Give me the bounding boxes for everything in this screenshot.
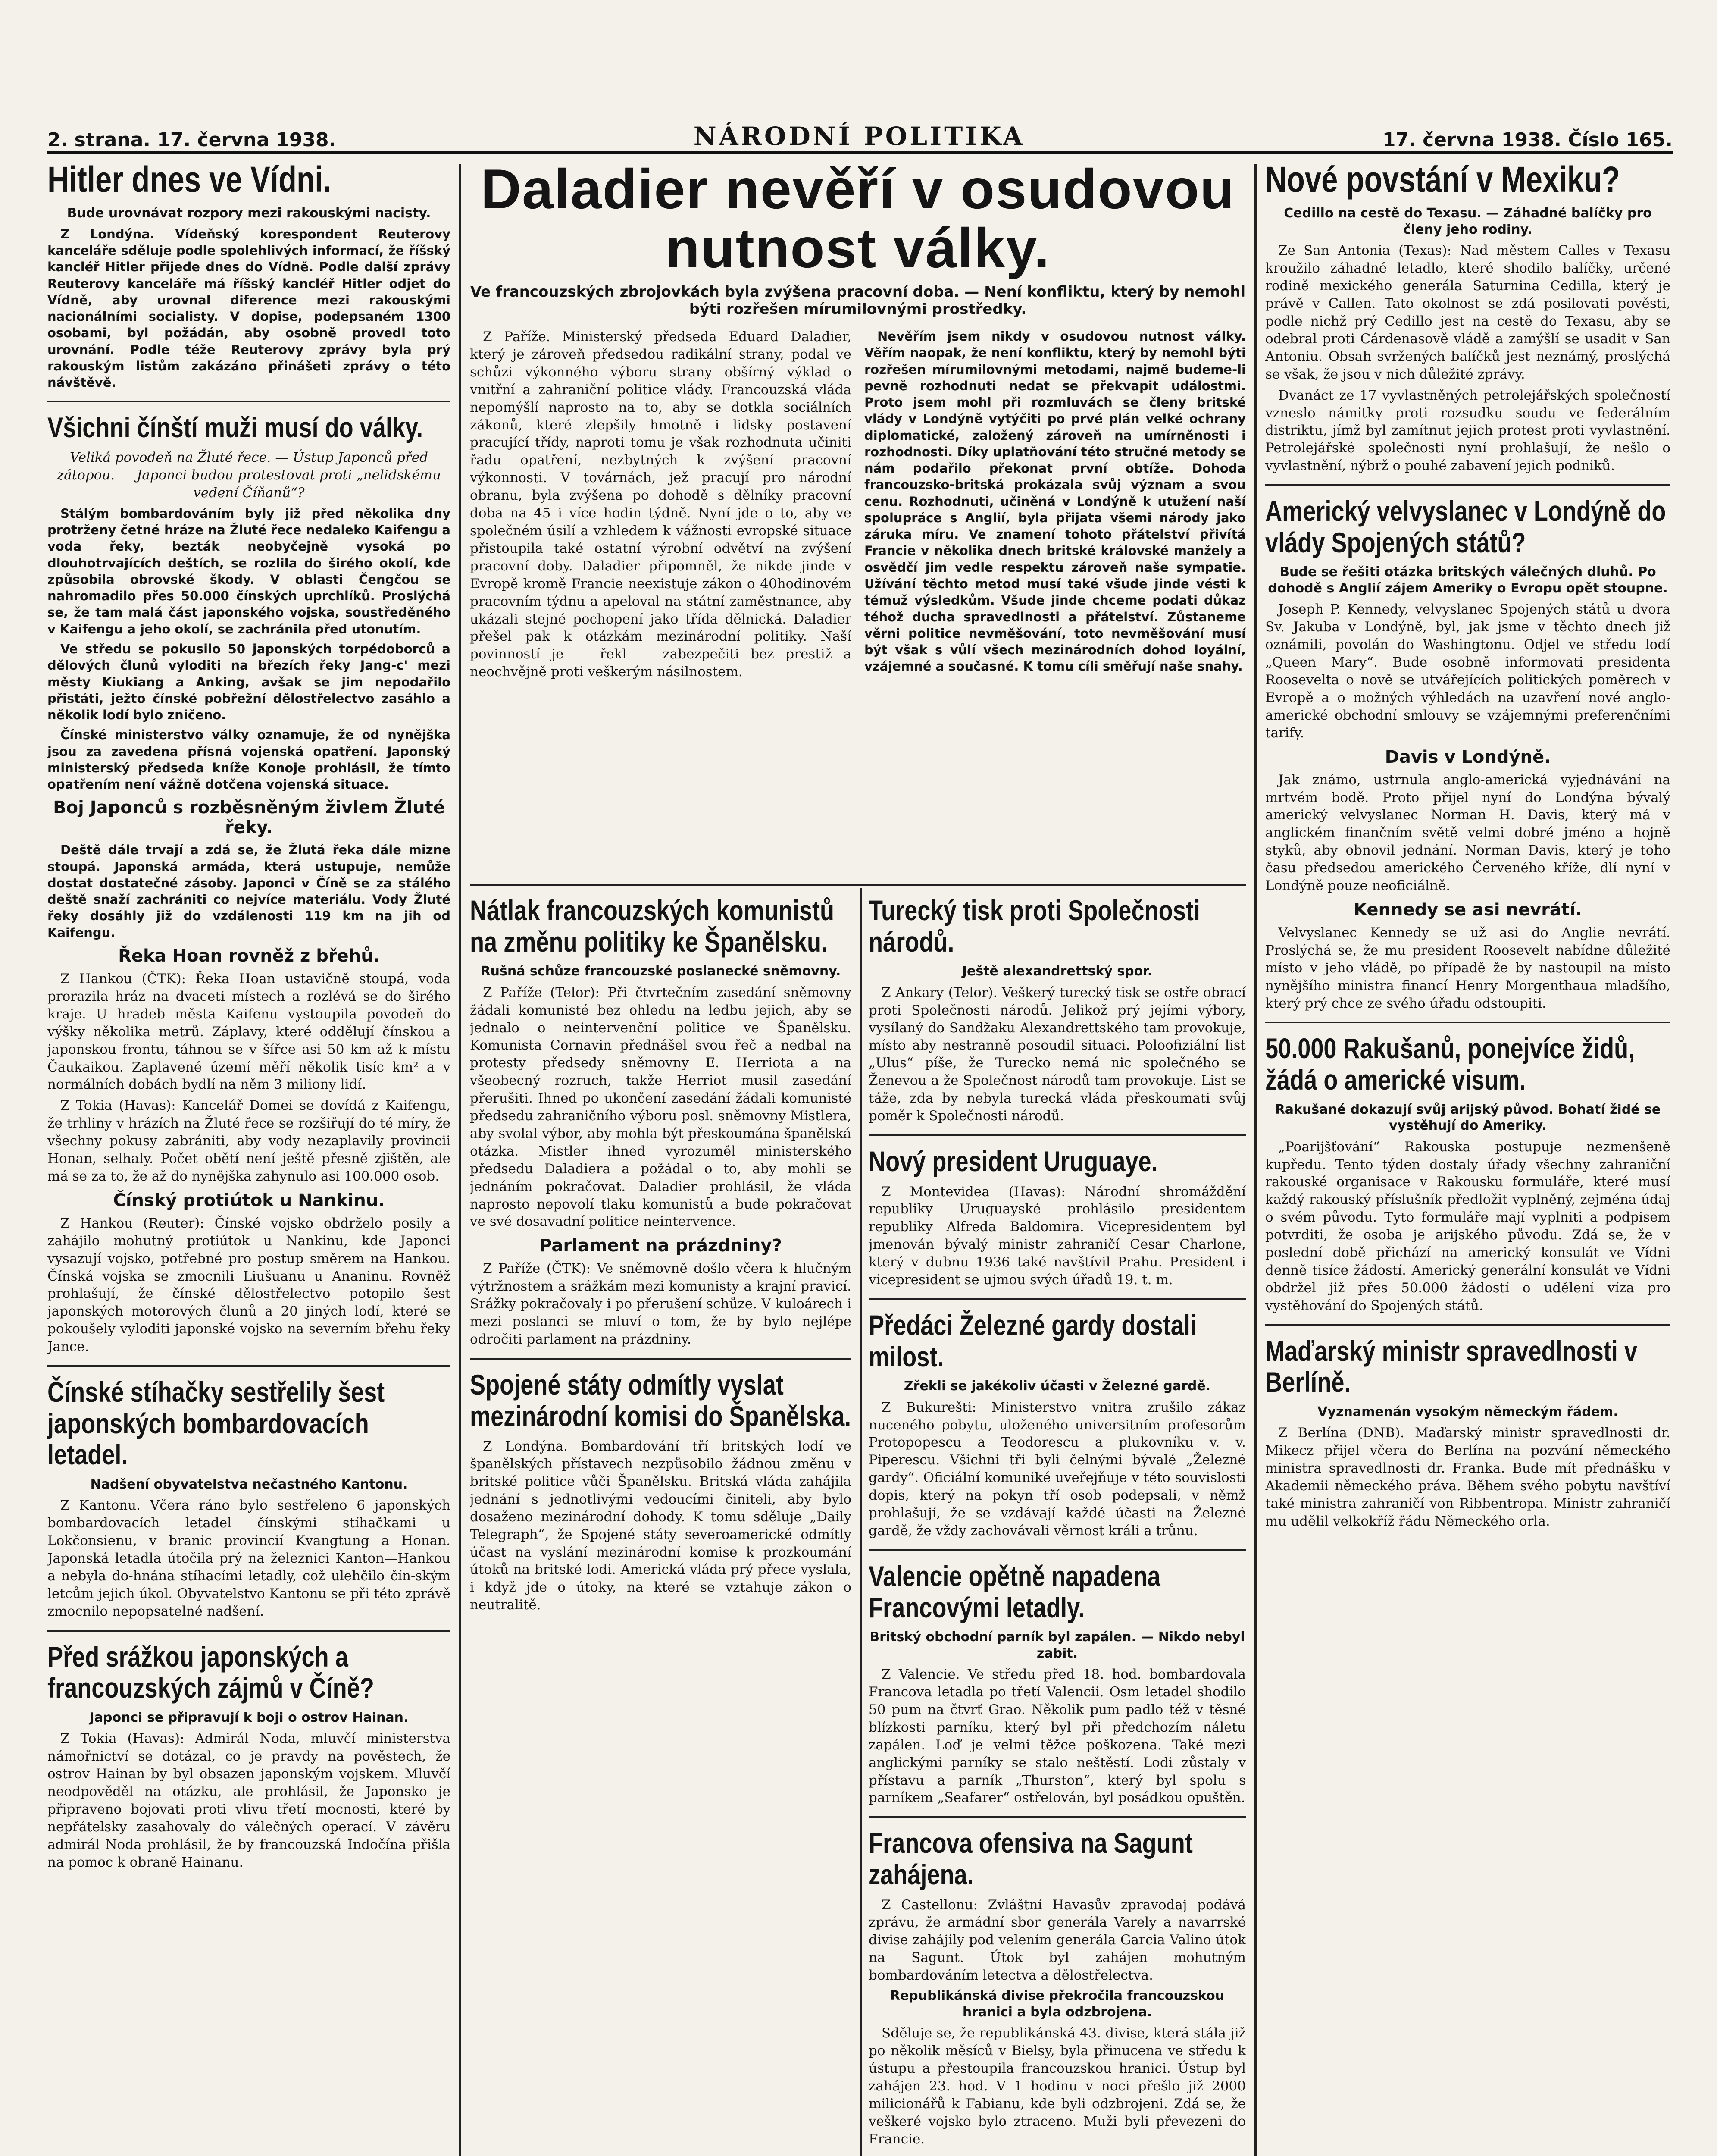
divider — [470, 1358, 851, 1360]
divider — [47, 1365, 450, 1367]
article-body: Z Ankary (Telor). Veškerý turecký tisk se ostře obrací proti Společnosti národů. Jelikož prý jejími výbory, vysílaný do Sandžaku Alexandrettského tam provokuje, místo aby nestranně posoudil situaci. Poloofiziální list „Ulus“ píše, že Turecko nemá nic společného se Ženevou a že Společnost národů tam provokuje. List se táže, zda by nebyla turecká vláda přeskoumati svůj poměr k Společnosti národů. — [869, 984, 1246, 1124]
article-body: Velvyslanec Kennedy se už asi do Anglie nevrátí. Proslýchá se, že mu president Roosevelt nabídne důležité místo v jeho vládě, po případě že by nastoupil na místo nynějšího ministra financí Henry Morgenthaua mladšího, který prý chce ze svého úřadu odstoupiti. — [1265, 924, 1670, 1011]
masthead-title: NÁRODNÍ POLITIKA — [693, 122, 1025, 151]
divider — [869, 1298, 1246, 1300]
article-body: Z Bukurešti: Ministerstvo vnitra zrušilo zákaz nuceného pobytu, uloženého universitním profesorům Protopopescu a Teodorescu a plukovníku v. v. Piperescu. Všichni tři byli čelnými bývalé „Železné gardy“. Oficiální komuniké uveřejňuje v této souvislosti dopis, který na pokyn tří osob podepsali, v němž prohlašují, že se vzdávají každé účasti na Železné gardě, že vždy zachovávali věrnost králi a trůnu. — [869, 1399, 1246, 1539]
article-subheadline: Bude urovnávat rozpory mezi rakouskými nacisty. — [67, 206, 431, 221]
article-body: Z Londýna. Vídeňský korespondent Reuterovy kanceláře sděluje podle spolehlivých informací, že říšský kancléř Hitler přijede dnes do Vídně. Podle další zprávy Reuterovy kanceláře má říšský kancléř Hitler odjet do Vídně, aby urovnal diference mezi rakouskými nacionálními socialisty. V dopise, podepsaném 1300 osobami, byl požádán, aby osobně provedl toto urovnání. Podle téže Reuterovy zprávy byla prý rakouským listům zakázáno přinášeti zprávy o této návštěvě. — [47, 226, 450, 390]
article-headline: Americký velvyslanec v Londýně do vlády Spojených států? — [1265, 495, 1666, 558]
section-subhead: Davis v Londýně. — [1385, 747, 1551, 767]
article-body: Z Tokia (Havas): Kancelář Domei se dovídá z Kaifengu, že trhliny v hrázích na Žluté řece se rozšiřují do té míry, že všechny pokusy zabrániti, aby vody nezaplavily provincii Honan, selhaly. Počet obětí není ještě přesně zjištěn, ale má se za to, že až do nynějška zahynulo asi 100.000 osob. — [47, 1098, 450, 1184]
article-headline: 50.000 Rakušanů, ponejvíce židů, žádá o americké visum. — [1265, 1032, 1635, 1096]
divider — [1265, 484, 1670, 486]
article-body: Z Tokia (Havas): Admirál Noda, mluvčí ministerstva námořnictví se dotázal, co je pravdy na pověstech, že ostrov Hainan by byl obsazen japonským vojskem. Mluvčí neodpověděl na otázku, ale prohlásil, že Japonsko je připraveno bojovati proti vlivu třetí mocnosti, které by nepřátelsky zasahovaly do válečných operací. V závěru admirál Noda prohlásil, že by francouzská Indočína přišla na pomoc k obraně Hainanu. — [47, 1731, 450, 1870]
article-body: Jak známo, ustrnula anglo-americká vyjednávání na mrtvém bodě. Proto přijel nyní do Londýna bývalý americký velvyslanec Norman H. Davis, který má v anglickém finančním světě velmi dobré jméno a hojně styků, aby obnovil jednání. Norman Davis, který je toho času předsedou amerického Červeného kříže, dlí nyní v Londýně pouze neoficiálně. — [1265, 772, 1670, 894]
article-headline: Spojené státy odmítly vyslat mezinárodní komisi do Španělska. — [470, 1368, 851, 1432]
section-subhead: Čínský protiútok u Nankinu. — [113, 1190, 385, 1210]
article-headline: Předáci Železné gardy dostali milost. — [869, 1309, 1197, 1373]
article-body: Joseph P. Kennedy, velvyslanec Spojených států u dvora Sv. Jakuba v Londýně, byl, jak jsme v těchto dnech již oznámili, povolán do Washingtonu. Odjel ve středu lodí „Queen Mary“. Bude osobně informovati presidenta Roosevelta o nově se utvářejících politických poměrech v Evropě a o možných výhledách na uzavření nové anglo-americké obchodní smlouvy se vzájemnými preferenčními tarify. — [1265, 602, 1670, 741]
article-subheadline: Bude se řešiti otázka britských válečných dluhů. Po dohodě s Anglií zájem Ameriky o Evropu opět stoupne. — [1268, 564, 1668, 596]
article-body: Z Paříže (Telor): Při čtvrtečním zasedání sněmovny žádali komunisté bez ohledu na ledbu jejich, aby se jednalo o neintervenční politice ve Španělsku. Komunista Cornavin přednášel svou řeč a nedbal na protesty předsedy sněmovny E. Herriota a na všeobecný rozruch, takže Herriot musil zasedání přerušiti. Ihned po ukončení zasedání žádali komunisté předsedu zahraničního výboru posl. sněmovny Mistlera, aby svolal výbor, aby mohla být přeskoumána španělská otázka. Mistler ihned vyrozuměl ministerského předsedu Daladiera a požádal o to, aby mohli se jednáním pokračovat. Daladier prohlásil, že vláda naprosto nepovolí tlaku komunistů a bude pokračovat ve své dosavadní politice neintervence. — [470, 984, 851, 1230]
article-subheadline: Veliká povodeň na Žluté řece. — Ústup Japonců před zátopou. — Japonci budou protestovat proti „nelidskému vedení Číňanů“? — [56, 450, 441, 501]
divider — [1265, 1022, 1670, 1023]
article-body: Z Hankou (Reuter): Čínské vojsko obdrželo posily a zahájilo mohutný protiútok u Nankinu, kde Japonci vysazují vojsko, potřebné pro postup směrem na Hankou. Čínská vojska se zmocnili Liušuanu u Ananinu. Rovněž prohlašují, že čínské dělostřelectvo potopilo šest japonských motorových člunů a 20 jiných lodí, které se pokoušely vyloditi japonské vojsko na severním břehu řeky Jance. — [47, 1215, 450, 1355]
article-body: Z Kantonu. Včera ráno bylo sestřeleno 6 japonských bombardovacích letadel čínskými stíhačkami u Lokčonsienu, v branic provincií Kvangtung a Honan. Japonská letadla útočila prý na železnici Kanton—Hankou a nebyla do-hnána stíhacími letadly, což ulehčilo čín-ským letcům jejich úkol. Obyvatelstvo Kantonu se při této zprávě zmocnilo nepopsatelné nadšení. — [47, 1498, 450, 1619]
divider — [470, 884, 1246, 886]
divider — [869, 1549, 1246, 1551]
article-body: „Poarijšťování“ Rakouska postupuje nezmenšeně kupředu. Tento týden dostaly úřady všechny zahraniční rakouské organisace v Rakousku formuláře, které musí každý rakouský příslušník předložit vyplněný, zejména údaj o svém původu. Tyto formuláře mají vyplniti a podpisem potvrditi, že osoba je arijského původu. Zdá se, že v poslední době přichází na americký konsulát ve Vídni denně tisíce žádostí. Americký generální konsulát ve Vídni obdržel již přes 50.000 žádostí o udělení víza pro vystěhování do Spojených států. — [1265, 1139, 1670, 1313]
article-headline: Maďarský ministr spravedlnosti v Berlíně. — [1265, 1335, 1638, 1398]
masthead-date-right: 17. června 1938. Číslo 165. — [1382, 129, 1673, 151]
divider — [869, 1816, 1246, 1818]
column-1 — [47, 160, 450, 2156]
article-body: Deště dále trvají a zdá se, že Žlutá řeka dále mizne stoupá. Japonská armáda, která ustupuje, nemůže dostat dostatečné zásoby. Japonci v Číně se za stálého deště snaží zachrániti co nejvíce materiálu. Vody Žluté řeky dosáhly již do vzdálenosti 119 km na jih od Kaifengu. — [47, 843, 450, 940]
article-subheadline: Cedillo na cestě do Texasu. — Záhadné balíčky pro členy jeho rodiny. — [1284, 206, 1652, 237]
article-body: Z Paříže. Ministerský předseda Eduard Daladier, který je zároveň předsedou radikální strany, podal ve schůzi výkonného výboru strany obšírný výklad o vnitřní a zahraniční politice vlády. Francouzská vláda nepomýšlí naprosto na to, aby se dotkla sociálních zákonů, které zlepšily hmotně i lidsky postavení pracující třídy, naproti tomu je však rozhodnuta učiniti řadu opatření, nezbytných k zvýšení pracovní výkonnosti. V továrnách, jež pracují pro národní obranu, byla zvýšena po dohodě s dělníky pracovní doba na 45 i více hodin týdně. Nyní jde o to, aby ve společném úsilí a vzhledem k vážnosti evropské situace přistoupila také ostatní výrobní odvětví na zvýšení pracovní doby. Daladier připomněl, že nikde jinde v Evropě kromě Francie neexistuje zákon o 40hodinovém pracovním týdnu a apeloval na státní zaměstnance, aby ukázali stejné pochopení jako třída dělnická. Daladier přešel pak k otázkám mezinárodní politiky. Naší povinností je — řekl — zabezpečiti bez prestiž a neochvějně proti veškerým násilnostem. — [470, 329, 851, 680]
article-body: Čínské ministerstvo války oznamuje, že od nynějška jsou za zavedena přísná vojenská opatření. Japonský ministerský předseda kníže Konoje prohlásil, že tímto opatřením není vážně dotčena vojenská situace. — [47, 727, 450, 792]
article-headline: Čínské stíhačky sestřelily šest japonských bombardovacích letadel. — [47, 1376, 385, 1471]
article-subheadline: Japonci se připravují k boji o ostrov Hainan. — [89, 1710, 409, 1725]
article-body: Ze San Antonia (Texas): Nad městem Calles v Texasu kroužilo záhadné letadlo, které shodilo balíčky, určené rodině mexického generála Saturnina Cedilla, který je právě v Callen. Tato okolnost se zdá posilovati pověsti, podle nichž prý Cedillo jest na cestě do Texasu, aby se odebral proti Cárdenasově vládě a zamýšlí se usadit v San Antoniu. Obsah svržených balíčků jest neznámý, proslýchá se však, že jsou v nich důležité zprávy. — [1265, 243, 1670, 382]
article-subheadline: Zřekli se jakékoliv účasti v Železné gardě. — [904, 1379, 1211, 1394]
article-headline: Francova ofensiva na Sagunt zahájena. — [869, 1827, 1193, 1890]
article-body: Z Hankou (ČTK): Řeka Hoan ustavičně stoupá, voda prorazila hráz na dvaceti místech a rozlévá se do širého kraje. U hradeb města Kaifenu vystoupila povodeň do výšky několika metrů. Záplavy, které oddělují čínskou a japonskou frontu, táhnou se v šířce asi 50 km až k místu Čaukaikou. Zaplavené území měří několik tisíc km² a v normálních dobách bydlí na něm 3 miliony lidí. — [47, 971, 450, 1093]
column-rule — [1254, 164, 1257, 2156]
article-body: Z Londýna. Bombardování tří britských lodí ve španělských přístavech nezpůsobilo žádnou změnu v britské politice vůči Španělsku. Britská vláda zahájila jednání s jednotlivými vedoucími činiteli, aby bylo dosaženo mezinárodní dohody. K tomu sděluje „Daily Telegraph“, že Spojené státy severoamerické odmítly účast na vyslání mezinárodní komise k prozkoumání útoků na britské lodi. Americká vláda prý přece vyslala, i když jde o útoky, na které se vztahuje zákon o neutralitě. — [470, 1438, 851, 1613]
divider — [47, 401, 450, 402]
article-headline: Hitler dnes ve Vídni. — [47, 160, 332, 200]
article-headline: Nový president Uruguaye. — [869, 1145, 1158, 1177]
article-subheadline: Vyznamenán vysokým německým řádem. — [1317, 1404, 1618, 1420]
article-headline: Všichni čínští muži musí do války. — [47, 411, 423, 443]
column-4 — [1265, 160, 1670, 2156]
article-subheadline: Britský obchodní parník byl zapálen. — Nikdo nebyl zabit. — [869, 1630, 1245, 1661]
divider — [47, 1630, 450, 1632]
article-body: Stálým bombardováním byly již před několika dny protrženy četné hráze na Žluté řece nedaleko Kaifengu a voda řeky, bezták neobyčejně vysoká po dlouhotrvajících deštích, se rozlila do širého okolí, kde způsobila obrovské škody. V oblasti Čengčou se nahromadilo přes 50.000 čínských uprchlíků. Proslýchá se, že tam malá část japonského vojska, soustředěného v Kaifengu a jeho okolí, se zachránila před utonutím. — [47, 506, 450, 636]
article-body: Z Paříže (ČTK): Ve sněmovně došlo včera k hlučným výtržnostem a srážkám mezi komunisty a krajní pravicí. Srážky pokračovaly i po přerušení schůze. V kuloárech i mezi poslanci se mluví o tom, že by bylo nejlépe odročiti parlament na prázdniny. — [470, 1261, 851, 1347]
masthead — [47, 116, 1673, 154]
article-headline: Před srážkou japonských a francouzských zájmů v Číně? — [47, 1640, 374, 1704]
lead-subheadline: Ve francouzských zbrojovkách byla zvýšena pracovní doba. — Není konfliktu, který by nemohl býti rozřešen mírumilovnými prostředky. — [470, 283, 1246, 318]
article-headline: Nátlak francouzských komunistů na změnu politiky ke Španělsku. — [470, 895, 835, 958]
article-headline: Turecký tisk proti Společnosti národů. — [869, 895, 1200, 958]
article-body: Ve středu se pokusilo 50 japonských torpédoborců a dělových člunů vyloditi na březích řeky Jang-c' mezi městy Kiukiang a Anking, avšak se jim nepodařilo přistáti, ježto čínské pobřežní dělostřelectvo zasáhlo a několik lodí bylo zničeno. — [47, 641, 450, 723]
lead-headline: Daladier nevěří v osudovou nutnost války. — [481, 160, 1235, 279]
section-subhead: Kennedy se asi nevrátí. — [1354, 899, 1582, 920]
article-body: Z Berlína (DNB). Maďarský ministr spravedlnosti dr. Mikecz přijel včera do Berlína na pozvání německého ministra spravedlnosti dr. Franka. Bude mít přednášku v Akademii německého práva. Během svého pobytu navštíví také ministra zahraničí von Ribbentropa. Ministr zahraničí mu udělil velkokříž řádu Německého orla. — [1265, 1425, 1670, 1529]
article-body: Dvanáct ze 17 vyvlastněných petrolejářských společností vzneslo námitky proti rozsudku soudu ve federálním distriktu, jímž byl zamítnut jejich protest proti vyvlastnění. Petrolejářské společnosti nyní prohlašují, že nešlo o vyvlastnění, nýbrž o pouhé zabavení jejich podniků. — [1265, 387, 1670, 474]
masthead-date-left: 2. strana. 17. června 1938. — [47, 129, 336, 151]
column-rule — [860, 888, 862, 2156]
lead-story — [470, 160, 1246, 875]
article-body: Sděluje se, že republikánská 43. divise, která stála již po několik měsíců v Bielsy, byla přinucena ve středu k ústupu a přestoupila francouzskou hranici. Ústup byl zahájen 23. hod. V 1 hodinu v noci přešlo již 2000 milicionářů k Fabianu, kde byli odzbrojeni. Zdá se, že veškeré vojsko bylo ztraceno. Muži byli převezeni do Francie. — [869, 2025, 1246, 2147]
article-headline: Nové povstání v Mexiku? — [1265, 160, 1620, 200]
section-subhead: Boj Japonců s rozběsněným živlem Žluté řeky. — [53, 798, 445, 838]
article-body: Nevěřím jsem nikdy v osudovou nutnost války. Věřím naopak, že není konfliktu, který by nemohl býti rozřešen mírumilovnými metodami, najmě budeme-li pevně rozhodnuti nedat se překvapit událostmi. Proto jsem mohl při rozmluvách se členy britské vlády v Londýně vytýčiti po prvé plán velké ochrany diplomatické, založený zároveň na umírněnosti i rozhodnosti. Díky uplatňování této stručné metody se nám podařilo překonat první obtíže. Dohoda francouzsko-britská prokázala svůj význam a svou cenu. Rozhodnuti, učiněná v Londýně k utužení naší spolupráce s Anglií, byla přijata všemi národy jako záruka míru. Ve znamení tohoto přátelství přivítá Francie v několika dnech britské královské manžely a osvědčí jim vedle respektu zároveň naše sympatie. Užívání těchto metod musí také všude jinde vésti k témuž výsledkům. Všude jinde chceme podati důkaz téhož ducha spravedlnosti a přátelství. Zůstaneme věrni politice nevměšování, toto nevměšování musí být však s vůlí všech mezinárodních dohod loyální, vzájemné a současné. K tomu cíli směřují naše snahy. — [864, 329, 1246, 674]
article-body: Z Valencie. Ve středu před 18. hod. bombardovala Francova letadla po třetí Valencii. Osm letadel shodilo 50 pum na čtvrť Grao. Několik pum padlo též v těsné blízkosti parníku, který byl při předchozím náletu zapálen. Loď je velmi těžce poškozena. Také mezi anglickými parníky se stalo neštěstí. Lodi zůstaly v přístavu a parník „Thurston“, který byl spolu s parníkem „Seafarer“ ostřelován, byl posádkou opuštěn. — [869, 1667, 1246, 1806]
article-subheadline: Ještě alexandrettský spor. — [962, 964, 1153, 979]
column-2 — [470, 895, 851, 2156]
divider — [1265, 1324, 1670, 1326]
section-subhead: Parlament na prázdniny? — [539, 1236, 782, 1256]
article-body: Z Montevidea (Havas): Národní shromáždění republiky Uruguayské prohlásilo presidentem republiky Alfreda Baldomira. Vicepresidentem byl jmenován bývalý ministr zahraničí Cesar Charlone, který v dubnu 1936 také navštívil Prahu. President i vicepresident se ujmou svých úřadů 19. t. m. — [869, 1184, 1246, 1288]
article-body: Z Castellonu: Zvláštní Havasův zpravodaj podává zprávu, že armádní sbor generála Varely a navarrské divise zahájily pod velením generála Garcia Valino útok na Sagunt. Útok byl zahájen mohutným bombardováním letectva a dělostřelectva. — [869, 1897, 1246, 1984]
column-rule — [459, 164, 461, 2156]
column-3 — [869, 895, 1246, 2156]
article-subheadline: Republikánská divise překročila francouzskou hranici a byla odzbrojena. — [890, 1988, 1225, 2020]
article-headline: Valencie opětně napadena Francovými letadly. — [869, 1560, 1160, 1623]
article-subheadline: Rušná schůze francouzské poslanecké sněmovny. — [480, 964, 841, 979]
article-subheadline: Nadšení obyvatelstva nečastného Kantonu. — [90, 1476, 408, 1492]
divider — [869, 1134, 1246, 1136]
section-subhead: Řeka Hoan rovněž z břehů. — [118, 946, 380, 966]
article-subheadline: Rakušané dokazují svůj arijský původ. Bohatí židé se vystěhují do Ameriky. — [1275, 1102, 1661, 1134]
